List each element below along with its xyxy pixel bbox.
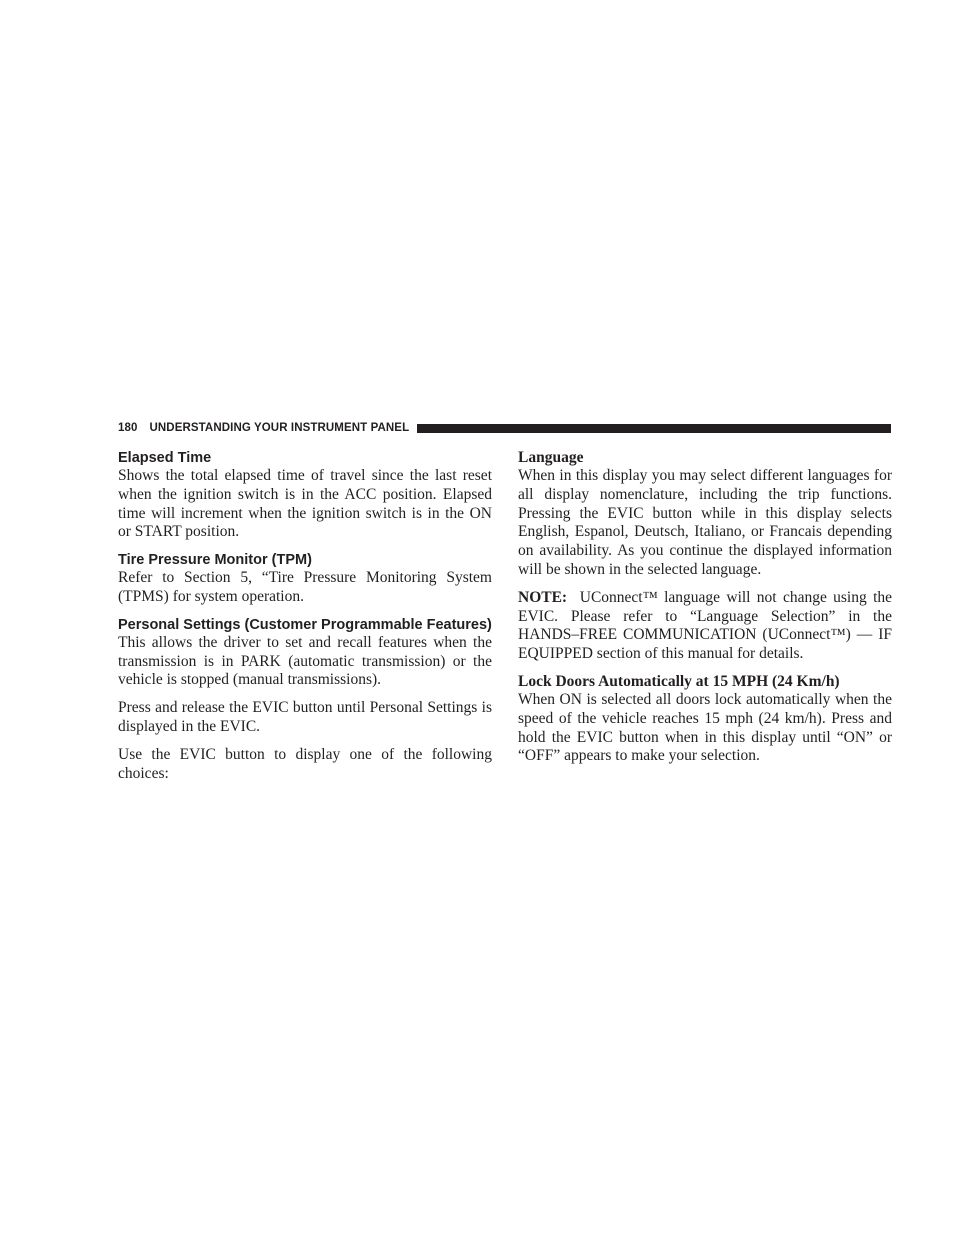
section-title: UNDERSTANDING YOUR INSTRUMENT PANEL	[149, 422, 410, 434]
header-rule	[417, 424, 891, 433]
page-number: 180	[118, 422, 138, 434]
note-text: UConnect™ language will not change using the EVIC. Please refer to “Language Selection” in the HANDS–FREE COMMUNICATION (UConnect™) — IF EQUIPPED section of this manual for details.	[518, 588, 892, 663]
language-heading: Language	[518, 449, 584, 466]
language-note	[518, 589, 892, 664]
left-column	[118, 449, 492, 792]
personal-settings-section	[118, 616, 492, 784]
elapsed-time-section	[118, 449, 492, 542]
lock-doors-heading: Lock Doors Automatically at 15 MPH (24 Km/h)	[518, 672, 840, 690]
tpm-section	[118, 551, 492, 607]
note-label: NOTE:	[518, 588, 568, 606]
personal-settings-body-2: Press and release the EVIC button until Personal Settings is displayed in the EVIC.	[118, 699, 492, 735]
personal-settings-heading: Personal Settings (Customer Programmable Features)	[118, 616, 492, 633]
tpm-body: Refer to Section 5, “Tire Pressure Monitoring System (TPMS) for system operation.	[118, 569, 492, 605]
lock-doors-body: When ON is selected all doors lock automatically when the speed of the vehicle reaches 15 mph (24 km/h). Press and hold the EVIC button when in this display until “ON” or “OFF” appears to make your selection.	[518, 690, 892, 765]
elapsed-time-body: Shows the total elapsed time of travel since the last reset when the ignition switch is in the ACC position. Elapsed time will increment when the ignition switch is in the ON or START position.	[118, 467, 492, 541]
elapsed-time-heading: Elapsed Time	[118, 450, 212, 466]
right-column	[518, 449, 892, 775]
page-header	[118, 419, 891, 437]
tpm-heading: Tire Pressure Monitor (TPM)	[118, 552, 312, 569]
personal-settings-body-3: Use the EVIC button to display one of the following choices:	[118, 745, 492, 782]
lock-doors-section	[518, 673, 892, 766]
language-section	[518, 449, 892, 664]
language-body: When in this display you may select different languages for all display nomenclature, including the trip functions. Pressing the EVIC button while in this display selects English, Espanol, Deutsch, Italiano, or Francais depending on availability. As you continue the displayed information will be shown in the selected language.	[518, 467, 892, 578]
personal-settings-body-1: This allows the driver to set and recall features when the transmission is in PARK (automatic transmission) or the vehicle is stopped (manual transmissions).	[118, 633, 492, 689]
